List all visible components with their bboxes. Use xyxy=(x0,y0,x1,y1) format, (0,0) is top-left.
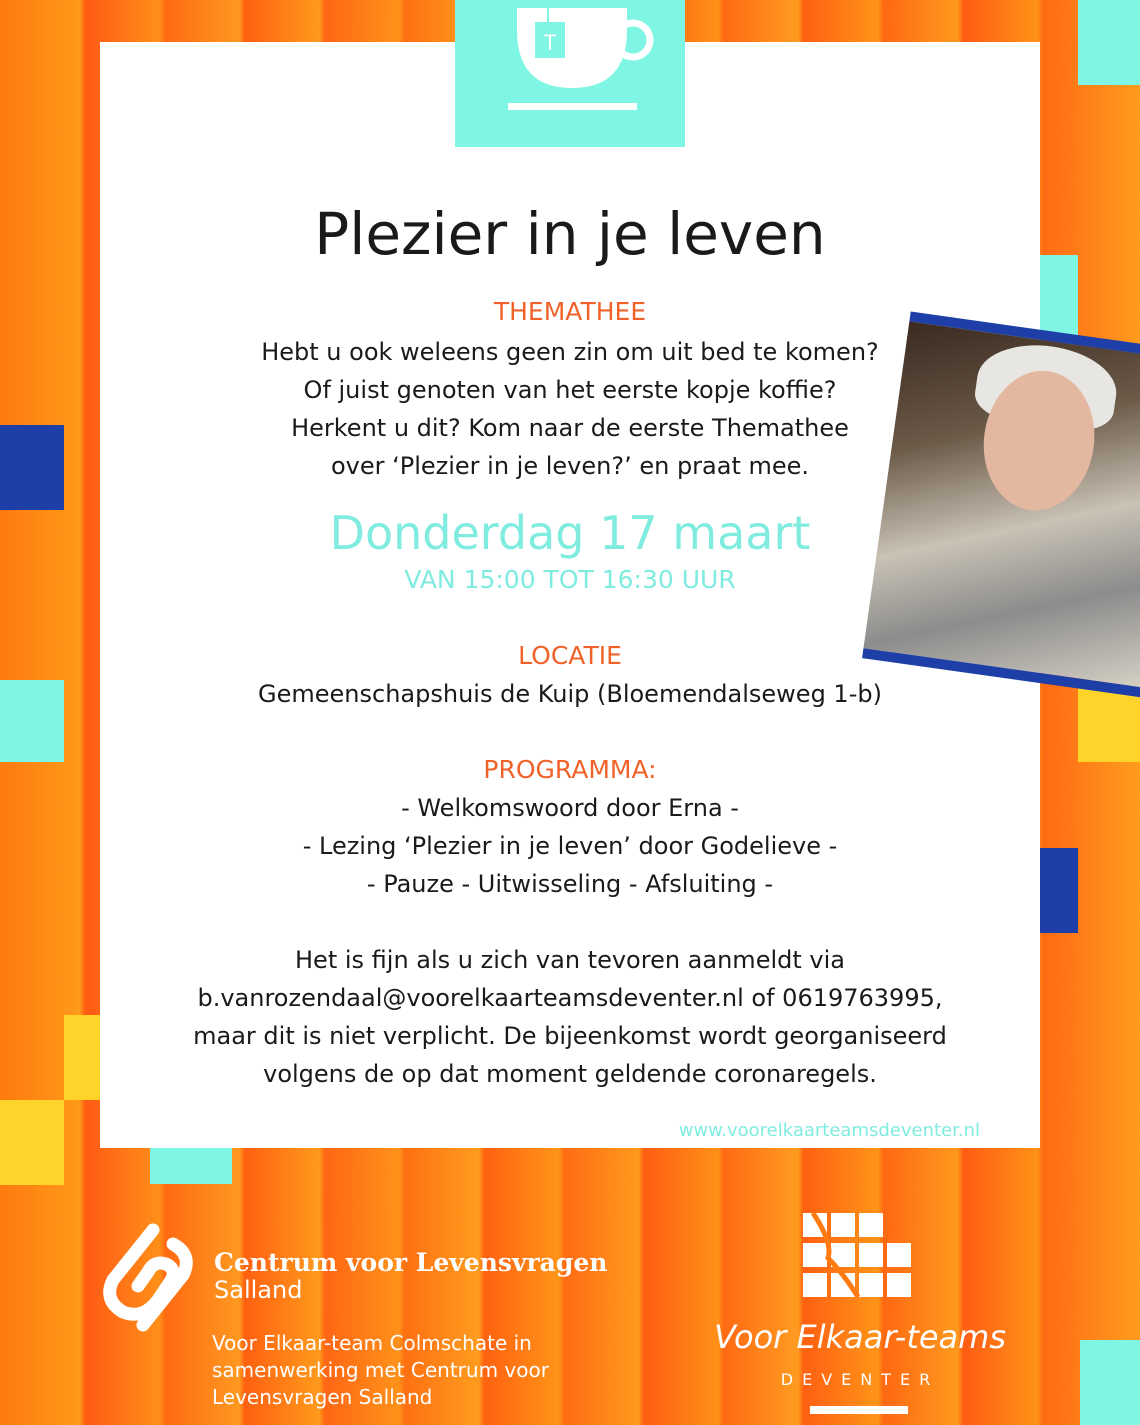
collab-line: Voor Elkaar-team Colmschate in xyxy=(212,1331,532,1355)
event-time: VAN 15:00 TOT 16:30 UUR xyxy=(404,565,736,594)
levensvragen-logo-icon xyxy=(98,1220,198,1335)
org1-name: Centrum voor Levensvragen xyxy=(214,1248,608,1277)
mosaic-tile xyxy=(0,680,64,762)
location: Gemeenschapshuis de Kuip (Bloemendalseweg 1-b) xyxy=(258,680,882,708)
mosaic-tile xyxy=(1040,255,1078,340)
collab-line: Levensvragen Salland xyxy=(212,1385,433,1409)
voor-elkaar-logo-icon xyxy=(803,1213,915,1297)
mosaic-tile xyxy=(64,1015,100,1100)
collab-line: samenwerking met Centrum voor xyxy=(212,1358,549,1382)
program-label: PROGRAMMA: xyxy=(483,755,657,784)
divider xyxy=(810,1406,908,1414)
tea-cup-logo xyxy=(455,0,685,147)
signup-line: volgens de op dat moment geldende coronaregels. xyxy=(263,1060,877,1088)
website-link[interactable]: www.voorelkaarteamsdeventer.nl xyxy=(678,1120,980,1141)
page-title: Plezier in je leven xyxy=(314,200,826,268)
intro-line: Herkent u dit? Kom naar de eerste Themathee xyxy=(291,414,849,442)
signup-line: b.vanrozendaal@voorelkaarteamsdeventer.nl of 0619763995, xyxy=(197,984,943,1012)
intro-line: Hebt u ook weleens geen zin om uit bed te komen? xyxy=(261,338,879,366)
svg-text:T: T xyxy=(543,30,557,55)
signup-text xyxy=(100,941,1040,1093)
program-item: - Welkomswoord door Erna - xyxy=(401,794,739,822)
program-item: - Lezing ‘Plezier in je leven’ door Godelieve - xyxy=(302,832,838,860)
intro-line: Of juist genoten van het eerste kopje koffie? xyxy=(303,376,837,404)
intro-line: over ‘Plezier in je leven?’ en praat mee. xyxy=(330,452,810,480)
mosaic-tile xyxy=(1078,0,1140,85)
location-label: LOCATIE xyxy=(518,641,622,670)
org2-sub: DEVENTER xyxy=(780,1370,940,1389)
org1-sub: Salland xyxy=(214,1276,303,1304)
portrait-photo xyxy=(862,312,1140,699)
program-list xyxy=(100,789,1040,903)
event-date: Donderdag 17 maart xyxy=(329,506,811,560)
org2-name: Voor Elkaar-teams xyxy=(714,1318,1006,1356)
mosaic-tile xyxy=(0,1148,64,1184)
mosaic-tile xyxy=(150,1148,232,1184)
signup-line: Het is fijn als u zich van tevoren aanmeldt via xyxy=(295,946,845,974)
mosaic-tile xyxy=(1080,1340,1140,1425)
mosaic-tile xyxy=(1040,848,1078,933)
tea-cup-icon xyxy=(455,0,685,147)
subtitle: THEMATHEE xyxy=(493,297,647,326)
program-item: - Pauze - Uitwisseling - Afsluiting - xyxy=(366,870,774,898)
mosaic-tile xyxy=(0,425,64,510)
signup-line: maar dit is niet verplicht. De bijeenkomst wordt georganiseerd xyxy=(193,1022,947,1050)
collab-text xyxy=(212,1330,549,1411)
